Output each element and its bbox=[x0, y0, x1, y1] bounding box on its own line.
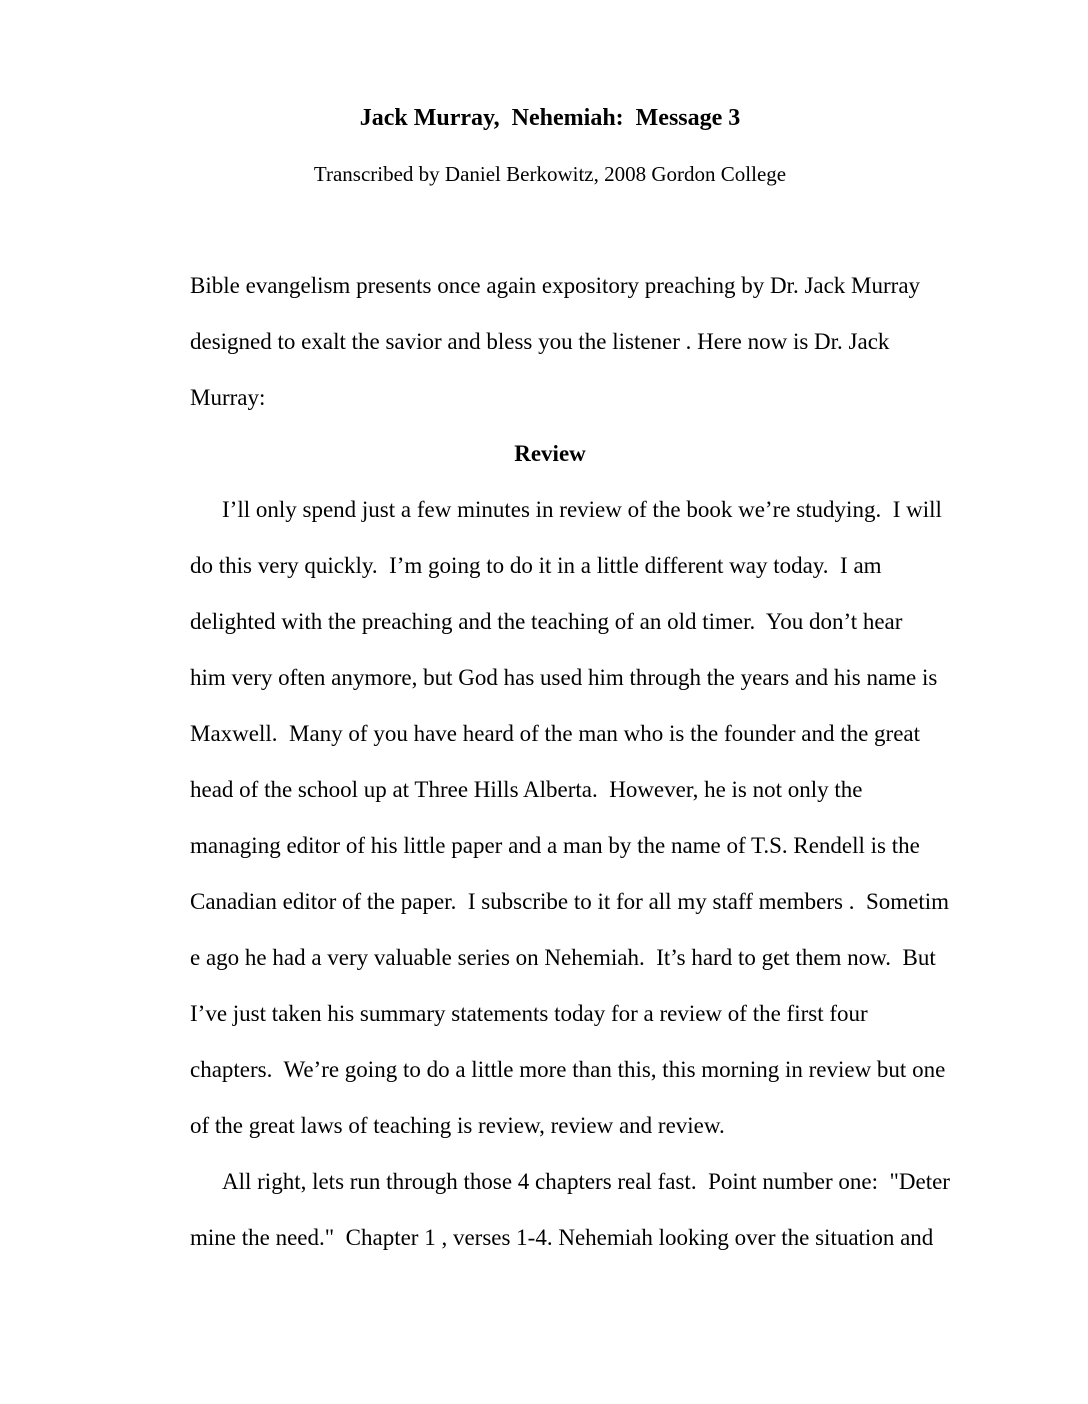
spacer-line bbox=[190, 202, 960, 258]
text-line: managing editor of his little paper and a man by the name of T.S. Rendell is the bbox=[190, 833, 920, 858]
document-byline: Transcribed by Daniel Berkowitz, 2008 Gordon College bbox=[313, 162, 787, 186]
text-line: Bible evangelism presents once again expository preaching by Dr. Jack Murray bbox=[190, 273, 921, 298]
document-title: Jack Murray, Nehemiah: Message 3 bbox=[359, 105, 741, 131]
text-line: chapters. We’re going to do a little more than this, this morning in review but one bbox=[190, 1057, 946, 1082]
text-line: of the great laws of teaching is review, review and review. bbox=[190, 1113, 725, 1138]
text-line: I’ll only spend just a few minutes in review of the book we’re studying. I will bbox=[222, 497, 942, 522]
text-line: All right, lets run through those 4 chapters real fast. Point number one: "Deter bbox=[222, 1169, 950, 1194]
text-line: mine the need." Chapter 1 , verses 1-4. Nehemiah looking over the situation and bbox=[190, 1225, 934, 1250]
text-line: e ago he had a very valuable series on Nehemiah. It’s hard to get them now. But bbox=[190, 945, 936, 970]
text-line: Canadian editor of the paper. I subscribe to it for all my staff members . Sometim bbox=[190, 889, 950, 914]
text-line: Maxwell. Many of you have heard of the man who is the founder and the great bbox=[190, 721, 921, 746]
text-line: Murray: bbox=[190, 385, 266, 410]
text-line: delighted with the preaching and the teaching of an old timer. You don’t hear bbox=[190, 609, 903, 634]
text-line: head of the school up at Three Hills Alberta. However, he is not only the bbox=[190, 777, 863, 802]
section-heading-review: Review bbox=[514, 441, 586, 466]
review-paragraph bbox=[190, 482, 960, 1154]
text-line: I’ve just taken his summary statements today for a review of the first four bbox=[190, 1001, 868, 1026]
chapters-paragraph bbox=[190, 1154, 960, 1266]
text-line: designed to exalt the savior and bless you the listener . Here now is Dr. Jack bbox=[190, 329, 890, 354]
text-line: do this very quickly. I’m going to do it in a little different way today. I am bbox=[190, 553, 882, 578]
text-line: him very often anymore, but God has used him through the years and his name is bbox=[190, 665, 938, 690]
intro-paragraph bbox=[190, 258, 960, 426]
